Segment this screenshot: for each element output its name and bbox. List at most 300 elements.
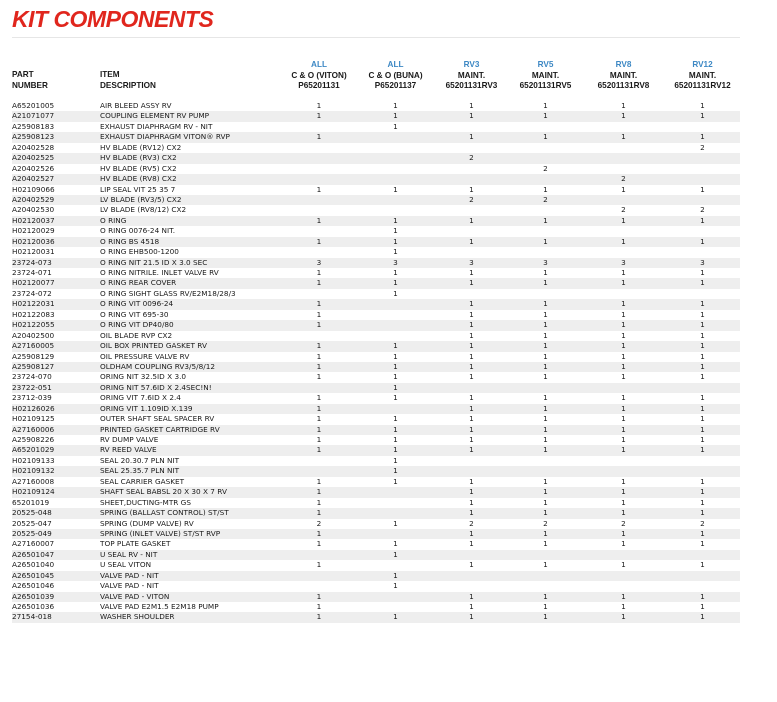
kit-quantity-cell xyxy=(582,226,665,236)
kit-quantity-cell: 1 xyxy=(393,476,398,486)
kit-quantity-cell: 1 xyxy=(393,351,398,361)
kit-quantity-cell: 1 xyxy=(434,487,509,497)
table-row xyxy=(12,258,740,268)
kit-quantity-cell: 1 xyxy=(543,393,548,403)
table-row xyxy=(12,352,740,362)
kit-quantity-cell: 1 xyxy=(509,237,582,247)
kit-quantity-cell xyxy=(665,122,740,132)
kit-quantity-cell xyxy=(665,289,740,299)
kit-quantity-cell: 1 xyxy=(700,476,705,486)
item-description-cell: LV BLADE (RV8/12) CX2 xyxy=(100,205,187,215)
kit-quantity-cell: 1 xyxy=(393,581,398,591)
kit-quantity-cell: 1 xyxy=(700,372,705,382)
kit-quantity-cell xyxy=(509,550,582,560)
kit-quantity-cell: 1 xyxy=(543,330,548,340)
item-description-cell: SPRING (INLET VALVE) ST/ST RVP xyxy=(100,529,281,539)
kit-header-line3: 65201131RV5 xyxy=(519,81,572,90)
part-number-cell: H02109066 xyxy=(12,184,55,194)
kit-header-top: RV12 xyxy=(692,60,713,69)
kit-quantity-cell xyxy=(509,466,582,476)
kit-quantity-cell: 2 xyxy=(434,195,509,205)
part-number-cell: H02122083 xyxy=(12,309,55,319)
item-description-cell: COUPLING ELEMENT RV PUMP xyxy=(100,111,281,121)
kit-quantity-cell: 1 xyxy=(469,539,474,549)
part-number-cell: H02109124 xyxy=(12,487,100,497)
kit-header-top: RV8 xyxy=(615,60,632,69)
kit-quantity-cell: 1 xyxy=(357,425,434,435)
kit-quantity-cell: 3 xyxy=(357,258,434,268)
header-kit-rv8 xyxy=(582,60,665,92)
kit-quantity-cell xyxy=(582,164,665,174)
kit-quantity-cell: 1 xyxy=(582,299,665,309)
kit-quantity-cell: 1 xyxy=(665,425,740,435)
kit-header-line2: C & O (VITON) xyxy=(291,70,347,80)
table-row xyxy=(12,383,740,393)
kit-quantity-cell: 1 xyxy=(434,216,509,226)
item-description-cell: ORING VIT 7.6ID X 2.4 xyxy=(100,393,181,403)
kit-quantity-cell xyxy=(281,153,357,163)
kit-header-top: ALL xyxy=(311,60,327,69)
part-number-cell: H02120031 xyxy=(12,247,55,257)
kit-quantity-cell: 1 xyxy=(281,529,357,539)
kit-quantity-cell: 1 xyxy=(582,487,665,497)
kit-quantity-cell: 1 xyxy=(509,216,582,226)
kit-quantity-cell: 2 xyxy=(509,195,582,205)
kit-quantity-cell: 1 xyxy=(393,372,398,382)
kit-quantity-cell: 1 xyxy=(281,237,357,247)
kit-quantity-cell xyxy=(665,456,740,466)
kit-quantity-cell xyxy=(434,247,509,257)
table-row xyxy=(12,414,740,424)
kit-quantity-cell: 1 xyxy=(316,602,322,612)
kit-quantity-cell: 1 xyxy=(357,341,434,351)
kit-header-line2: MAINT. xyxy=(457,70,486,80)
kit-quantity-cell xyxy=(281,195,357,205)
kit-quantity-cell: 1 xyxy=(700,497,705,507)
part-number-cell: A20402525 xyxy=(12,153,100,163)
kit-quantity-cell: 1 xyxy=(281,445,357,455)
kit-quantity-cell xyxy=(582,289,665,299)
kit-header-top: ALL xyxy=(387,60,404,69)
part-number-cell: 65201019 xyxy=(12,497,50,507)
kit-quantity-cell: 1 xyxy=(393,455,398,465)
kit-components-table xyxy=(12,101,740,623)
kit-quantity-cell xyxy=(665,195,740,205)
kit-quantity-cell xyxy=(357,404,434,414)
kit-quantity-cell: 1 xyxy=(434,508,509,518)
kit-quantity-cell: 1 xyxy=(316,351,322,361)
table-row xyxy=(12,404,740,414)
kit-quantity-cell: 1 xyxy=(509,341,582,351)
table-row xyxy=(12,372,740,382)
kit-quantity-cell: 1 xyxy=(357,383,434,393)
kit-quantity-cell xyxy=(509,143,582,153)
kit-quantity-cell xyxy=(509,581,582,591)
kit-quantity-cell: 1 xyxy=(543,351,548,361)
page-title: KIT COMPONENTS xyxy=(12,6,214,32)
item-description-cell: OIL BLADE RVP CX2 xyxy=(100,330,173,340)
kit-quantity-cell: 1 xyxy=(393,539,398,549)
kit-quantity-cell: 1 xyxy=(665,237,740,247)
table-row xyxy=(12,592,740,602)
kit-quantity-cell: 1 xyxy=(543,560,548,570)
table-row xyxy=(12,268,740,278)
kit-quantity-cell: 1 xyxy=(665,404,740,414)
kit-quantity-cell xyxy=(582,581,665,591)
item-description-cell: TOP PLATE GASKET xyxy=(100,539,171,549)
kit-quantity-cell xyxy=(582,571,665,581)
title-divider xyxy=(12,37,740,38)
kit-header-line3: 65201131RV12 xyxy=(674,81,731,90)
kit-quantity-cell: 1 xyxy=(469,393,474,403)
kit-quantity-cell: 1 xyxy=(281,362,357,372)
kit-quantity-cell xyxy=(509,456,582,466)
kit-quantity-cell: 1 xyxy=(393,268,398,278)
kit-quantity-cell xyxy=(582,122,665,132)
kit-quantity-cell: 2 xyxy=(434,153,509,163)
kit-quantity-cell: 1 xyxy=(582,612,665,622)
item-description-cell: HV BLADE (RV12) CX2 xyxy=(100,142,182,152)
item-description-cell: O RING VIT 0096-24 xyxy=(100,299,281,309)
kit-quantity-cell: 1 xyxy=(665,612,740,622)
item-description-cell: VALVE PAD - NIT xyxy=(100,571,281,581)
kit-quantity-cell xyxy=(434,550,509,560)
part-number-cell: A20402529 xyxy=(12,195,100,205)
table-row xyxy=(12,425,740,435)
table-row xyxy=(12,226,740,236)
kit-quantity-cell: 1 xyxy=(434,299,509,309)
item-description-cell: VALVE PAD - NIT xyxy=(100,581,159,591)
item-description-cell: O RING VIT 695-30 xyxy=(100,309,169,319)
table-row xyxy=(12,237,740,247)
part-number-cell: A25908226 xyxy=(12,435,55,445)
kit-header-line2: MAINT. xyxy=(688,70,717,80)
table-row xyxy=(12,602,740,612)
kit-quantity-cell xyxy=(357,174,434,184)
item-description-cell: LIP SEAL VIT 25 35 7 xyxy=(100,184,176,194)
table-row xyxy=(12,539,740,549)
kit-quantity-cell xyxy=(434,456,509,466)
kit-quantity-cell: 1 xyxy=(543,435,548,445)
table-row xyxy=(12,247,740,257)
item-description-cell: VALVE PAD - VITON xyxy=(100,592,281,602)
item-description-cell: O RING xyxy=(100,216,281,226)
kit-quantity-cell: 2 xyxy=(621,205,626,215)
part-number-cell: H02122031 xyxy=(12,299,100,309)
table-row xyxy=(12,164,740,174)
kit-header-line3: P65201137 xyxy=(374,81,417,90)
kit-quantity-cell xyxy=(357,498,434,508)
item-description-cell: O RING BS 4518 xyxy=(100,237,281,247)
kit-quantity-cell: 1 xyxy=(281,299,357,309)
table-row xyxy=(12,477,740,487)
kit-quantity-cell: 1 xyxy=(509,612,582,622)
kit-quantity-cell: 3 xyxy=(509,258,582,268)
part-number-cell: 20525-047 xyxy=(12,518,52,528)
kit-quantity-cell: 1 xyxy=(316,393,322,403)
kit-quantity-cell: 1 xyxy=(582,320,665,330)
kit-quantity-cell: 1 xyxy=(434,445,509,455)
kit-header-top: RV3 xyxy=(463,60,480,69)
kit-quantity-cell: 1 xyxy=(700,435,705,445)
kit-quantity-cell: 1 xyxy=(316,268,322,278)
item-description-cell: RV REED VALVE xyxy=(100,445,281,455)
kit-quantity-cell: 1 xyxy=(357,445,434,455)
kit-quantity-cell xyxy=(665,174,740,184)
kit-quantity-cell: 1 xyxy=(469,414,474,424)
kit-quantity-cell: 1 xyxy=(434,529,509,539)
kit-quantity-cell xyxy=(582,466,665,476)
part-number-cell: A26501045 xyxy=(12,571,100,581)
kit-quantity-cell xyxy=(357,320,434,330)
part-number-cell: A25908183 xyxy=(12,121,55,131)
kit-quantity-cell: 1 xyxy=(621,268,626,278)
kit-quantity-cell: 1 xyxy=(621,393,626,403)
kit-quantity-cell: 1 xyxy=(469,476,474,486)
table-row xyxy=(12,174,740,184)
kit-quantity-cell: 1 xyxy=(543,309,548,319)
kit-quantity-cell: 1 xyxy=(621,539,626,549)
kit-quantity-cell: 1 xyxy=(621,372,626,382)
item-description-cell: O RING EHB500-1200 xyxy=(100,247,179,257)
kit-quantity-cell: 1 xyxy=(700,602,705,612)
kit-quantity-cell xyxy=(281,581,357,591)
part-number-cell: H02109125 xyxy=(12,414,55,424)
kit-quantity-cell: 2 xyxy=(316,518,322,528)
table-row xyxy=(12,216,740,226)
kit-quantity-cell: 1 xyxy=(281,612,357,622)
kit-quantity-cell: 1 xyxy=(543,539,548,549)
item-description-cell: O RING SIGHT GLASS RV/E2M18/28/3 xyxy=(100,288,236,298)
item-description-cell: SPRING (BALLAST CONTROL) ST/ST xyxy=(100,508,281,518)
kit-quantity-cell xyxy=(357,299,434,309)
kit-quantity-cell xyxy=(281,143,357,153)
part-number-cell: 23724-070 xyxy=(12,372,52,382)
part-number-cell: H02122055 xyxy=(12,320,100,330)
kit-quantity-cell: 1 xyxy=(509,508,582,518)
part-number-cell: A21071077 xyxy=(12,111,100,121)
kit-quantity-cell xyxy=(434,581,509,591)
kit-quantity-cell: 1 xyxy=(665,341,740,351)
kit-quantity-cell: 1 xyxy=(543,268,548,278)
header-desc-line2: DESCRIPTION xyxy=(100,80,156,90)
item-description-cell: AIR BLEED ASSY RV xyxy=(100,101,172,111)
kit-quantity-cell: 1 xyxy=(621,330,626,340)
item-description-cell: U SEAL VITON xyxy=(100,560,152,570)
kit-table-body xyxy=(12,101,740,623)
table-row xyxy=(12,456,740,466)
item-description-cell: OIL PRESSURE VALVE RV xyxy=(100,351,190,361)
kit-quantity-cell: 1 xyxy=(582,111,665,121)
kit-quantity-cell: 1 xyxy=(665,299,740,309)
item-description-cell: OUTER SHAFT SEAL SPACER RV xyxy=(100,414,215,424)
kit-quantity-cell xyxy=(434,466,509,476)
part-number-cell: H02126026 xyxy=(12,404,100,414)
kit-quantity-cell: 1 xyxy=(434,612,509,622)
kit-quantity-cell: 1 xyxy=(393,226,398,236)
kit-quantity-cell: 1 xyxy=(469,184,474,194)
kit-quantity-cell: 1 xyxy=(469,309,474,319)
part-number-cell: A27160008 xyxy=(12,476,55,486)
part-number-cell: 23724-071 xyxy=(12,268,52,278)
kit-quantity-cell: 1 xyxy=(665,529,740,539)
kit-quantity-cell: 1 xyxy=(543,101,548,111)
item-description-cell: PRINTED GASKET CARTRIDGE RV xyxy=(100,425,281,435)
part-number-cell: A20402526 xyxy=(12,163,55,173)
kit-quantity-cell xyxy=(281,383,357,393)
kit-quantity-cell: 1 xyxy=(434,404,509,414)
part-number-cell: A26501046 xyxy=(12,581,55,591)
kit-quantity-cell: 3 xyxy=(582,258,665,268)
part-number-cell: A20402528 xyxy=(12,142,55,152)
kit-quantity-cell: 1 xyxy=(357,362,434,372)
part-number-cell: 27154-018 xyxy=(12,612,100,622)
part-number-cell: H02109133 xyxy=(12,455,55,465)
kit-quantity-cell: 1 xyxy=(700,268,705,278)
kit-quantity-cell: 1 xyxy=(582,237,665,247)
kit-quantity-cell: 2 xyxy=(700,142,705,152)
kit-quantity-cell xyxy=(509,383,582,393)
item-description-cell: HV BLADE (RV8) CX2 xyxy=(100,174,281,184)
kit-quantity-cell: 2 xyxy=(543,163,548,173)
item-description-cell: ORING NIT 57.6ID X 2.4SEC!N! xyxy=(100,383,281,393)
table-row xyxy=(12,487,740,497)
table-row xyxy=(12,445,740,455)
header-part-line1: PART xyxy=(12,70,34,79)
kit-quantity-cell xyxy=(665,247,740,257)
kit-header-line3: 65201131RV3 xyxy=(445,81,498,90)
header-item-description xyxy=(100,70,156,91)
kit-quantity-cell xyxy=(357,487,434,497)
kit-quantity-cell: 1 xyxy=(509,362,582,372)
header-kit-rv3 xyxy=(434,60,509,92)
kit-quantity-cell: 1 xyxy=(665,445,740,455)
kit-quantity-cell: 1 xyxy=(469,351,474,361)
part-number-cell: A27160007 xyxy=(12,539,55,549)
kit-quantity-cell xyxy=(357,205,434,215)
kit-quantity-cell: 2 xyxy=(700,518,705,528)
kit-quantity-cell xyxy=(582,383,665,393)
part-number-cell: H02120029 xyxy=(12,226,55,236)
kit-quantity-cell xyxy=(434,383,509,393)
table-row xyxy=(12,320,740,330)
kit-quantity-cell: 1 xyxy=(434,111,509,121)
kit-quantity-cell: 1 xyxy=(665,132,740,142)
kit-quantity-cell: 1 xyxy=(357,111,434,121)
kit-quantity-cell: 1 xyxy=(357,550,434,560)
kit-quantity-cell: 1 xyxy=(509,425,582,435)
table-row xyxy=(12,153,740,163)
part-number-cell: A20402530 xyxy=(12,205,55,215)
item-description-cell: SHAFT SEAL BABSL 20 X 30 X 7 RV xyxy=(100,487,281,497)
kit-quantity-cell: 1 xyxy=(434,132,509,142)
kit-quantity-cell: 1 xyxy=(621,476,626,486)
kit-quantity-cell: 1 xyxy=(582,216,665,226)
part-number-cell: A26501039 xyxy=(12,592,100,602)
table-row xyxy=(12,331,740,341)
kit-quantity-cell: 1 xyxy=(316,184,322,194)
table-row xyxy=(12,278,740,288)
kit-quantity-cell: 1 xyxy=(509,487,582,497)
part-number-cell: A25908129 xyxy=(12,351,55,361)
item-description-cell: ORING VIT 1.109ID X.139 xyxy=(100,404,281,414)
kit-header-line3: 65201131RV8 xyxy=(597,81,650,90)
part-number-cell: A20402527 xyxy=(12,174,100,184)
kit-quantity-cell xyxy=(665,226,740,236)
kit-quantity-cell xyxy=(281,550,357,560)
kit-quantity-cell xyxy=(509,205,582,215)
kit-quantity-cell: 1 xyxy=(316,560,322,570)
kit-quantity-cell: 1 xyxy=(665,592,740,602)
part-number-cell: A26501040 xyxy=(12,560,55,570)
kit-header-top: RV5 xyxy=(537,60,554,69)
kit-quantity-cell: 1 xyxy=(434,278,509,288)
table-row xyxy=(12,195,740,205)
kit-quantity-cell xyxy=(281,164,357,174)
kit-quantity-cell xyxy=(281,571,357,581)
kit-quantity-cell xyxy=(357,164,434,174)
kit-quantity-cell: 1 xyxy=(665,216,740,226)
kit-quantity-cell: 1 xyxy=(316,476,322,486)
table-row xyxy=(12,205,740,215)
item-description-cell: LV BLADE (RV3/5) CX2 xyxy=(100,195,281,205)
kit-quantity-cell xyxy=(509,122,582,132)
kit-quantity-cell: 1 xyxy=(393,518,398,528)
table-row xyxy=(12,529,740,539)
kit-quantity-cell: 1 xyxy=(700,414,705,424)
kit-quantity-cell: 1 xyxy=(665,487,740,497)
kit-quantity-cell: 1 xyxy=(357,278,434,288)
kit-quantity-cell xyxy=(665,581,740,591)
kit-quantity-cell: 1 xyxy=(543,476,548,486)
kit-quantity-cell xyxy=(281,122,357,132)
kit-quantity-cell: 1 xyxy=(582,508,665,518)
kit-quantity-cell xyxy=(434,205,509,215)
kit-quantity-cell xyxy=(281,226,357,236)
kit-quantity-cell xyxy=(665,164,740,174)
kit-quantity-cell xyxy=(357,132,434,142)
kit-header-line2: MAINT. xyxy=(531,70,560,80)
item-description-cell: O RING VIT DP40/80 xyxy=(100,320,281,330)
kit-quantity-cell: 1 xyxy=(281,111,357,121)
kit-quantity-cell: 1 xyxy=(316,414,322,424)
kit-quantity-cell: 1 xyxy=(582,592,665,602)
kit-quantity-cell xyxy=(509,571,582,581)
table-row xyxy=(12,299,740,309)
table-row xyxy=(12,101,740,111)
kit-quantity-cell: 1 xyxy=(543,414,548,424)
kit-quantity-cell xyxy=(281,289,357,299)
kit-quantity-cell xyxy=(357,331,434,341)
kit-quantity-cell: 1 xyxy=(509,111,582,121)
kit-quantity-cell: 1 xyxy=(509,299,582,309)
kit-quantity-cell xyxy=(665,571,740,581)
kit-quantity-cell: 1 xyxy=(281,278,357,288)
kit-quantity-cell: 1 xyxy=(434,362,509,372)
part-number-cell: A27160005 xyxy=(12,341,100,351)
kit-quantity-cell: 1 xyxy=(393,414,398,424)
kit-quantity-cell xyxy=(434,143,509,153)
kit-quantity-cell xyxy=(434,571,509,581)
kit-quantity-cell xyxy=(357,529,434,539)
kit-quantity-cell: 1 xyxy=(509,320,582,330)
kit-quantity-cell: 1 xyxy=(316,309,322,319)
kit-quantity-cell: 1 xyxy=(434,320,509,330)
kit-quantity-cell: 3 xyxy=(434,258,509,268)
kit-quantity-cell: 1 xyxy=(665,278,740,288)
kit-quantity-cell: 3 xyxy=(281,258,357,268)
kit-quantity-cell: 2 xyxy=(700,205,705,215)
